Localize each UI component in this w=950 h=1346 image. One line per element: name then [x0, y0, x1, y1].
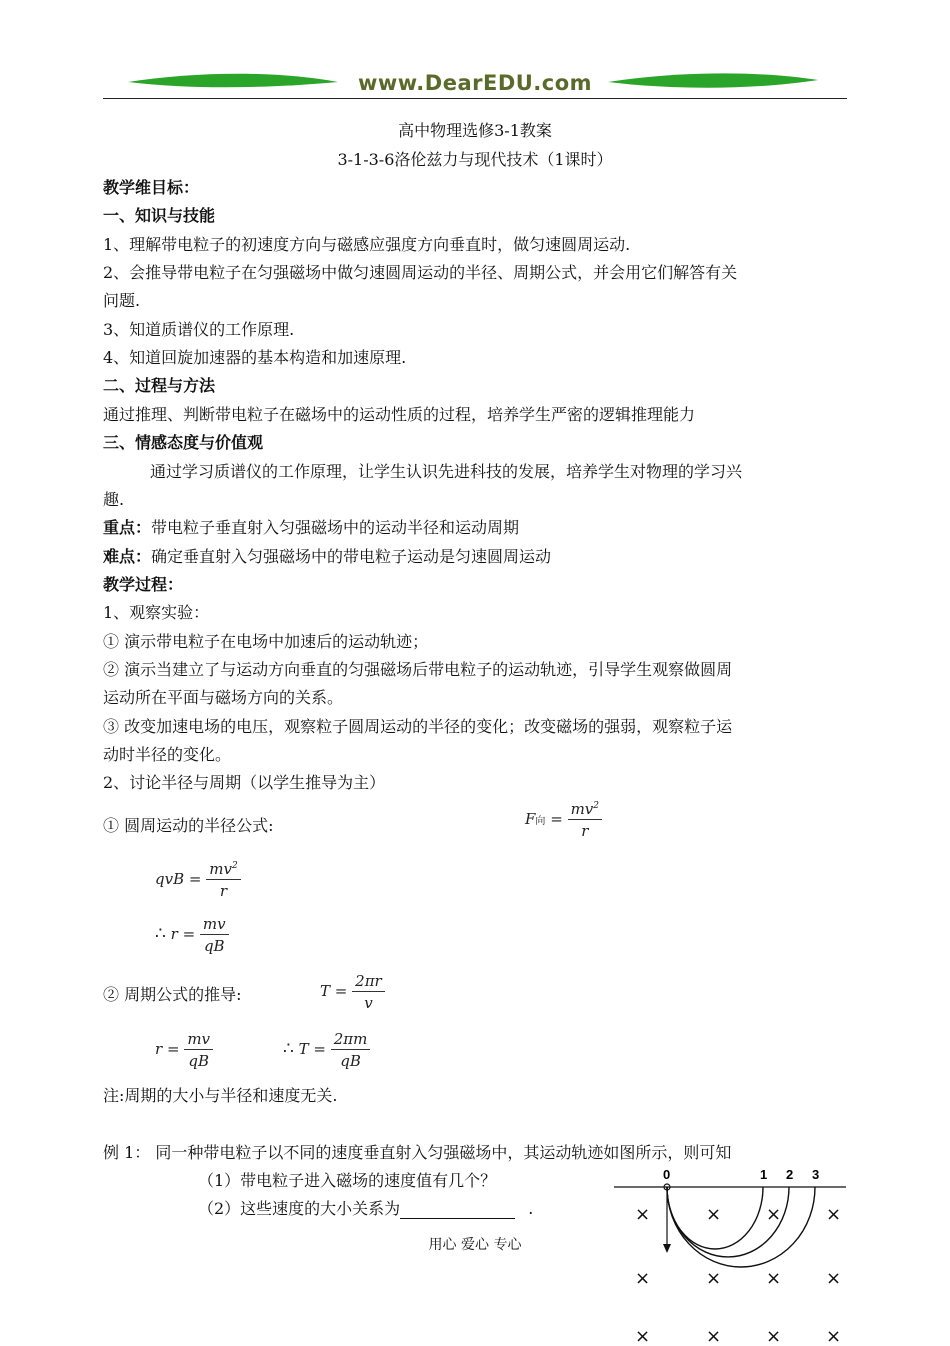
radius-recall-formula: r = $\frac{mv}{qB}$ — [155, 1030, 213, 1070]
field-cross: × — [706, 1268, 722, 1289]
field-cross: × — [706, 1204, 722, 1225]
lesson-title: 3-1-3-6洛伦兹力与现代技术（1课时） — [337, 150, 613, 169]
field-cross: × — [706, 1326, 722, 1342]
site-logo-banner — [103, 68, 847, 102]
field-cross: × — [766, 1204, 782, 1225]
values-text-cont: 趣. — [103, 490, 125, 509]
period-definition-formula: T = $\frac{2\pi r}{v}$ — [320, 972, 385, 1012]
radius-formula-label: ① 圆周运动的半径公式: — [103, 816, 274, 835]
step-1-c-cont: 动时半径的变化。 — [103, 745, 232, 764]
step-1-b-cont: 运动所在平面与磁场方向的关系。 — [103, 688, 344, 707]
goal-item-3: 3、知道质谱仪的工作原理. — [103, 320, 295, 339]
field-cross: × — [635, 1204, 651, 1225]
step-2: 2、讨论半径与周期（以学生推导为主） — [103, 773, 386, 792]
difficult-point-label: 难点： — [103, 547, 152, 566]
lorentz-equation-formula: qvB = $\frac{mv^2}{r}$ — [155, 860, 241, 900]
field-cross: × — [826, 1326, 842, 1342]
figure-label-2: 2 — [786, 1167, 794, 1182]
example-1-question-2: （2）这些速度的大小关系为 . — [198, 1199, 534, 1218]
logo-text[interactable]: www.DearEDU.com — [357, 71, 593, 95]
field-cross: × — [826, 1204, 842, 1225]
period-result-formula: ∴ T = $\frac{2\pi m}{qB}$ — [283, 1030, 370, 1070]
difficult-point — [103, 547, 551, 567]
example-1-question-1: （1）带电粒子进入磁场的速度值有几个？ — [198, 1171, 497, 1190]
section-heading-values: 三、情感态度与价值观 — [103, 433, 264, 452]
step-1: 1、观察实验： — [103, 603, 210, 622]
radius-result-formula: ∴ r = $\frac{mv}{qB}$ — [155, 915, 229, 955]
header-divider — [103, 98, 847, 99]
centripetal-force-formula: F向 = $\frac{mv^2}{r}$ — [525, 800, 602, 840]
step-1-c: ③ 改变加速电场的电压，观察粒子圆周运动的半径的变化；改变磁场的强弱，观察粒子运 — [103, 717, 733, 736]
field-cross: × — [766, 1268, 782, 1289]
goal-item-2-cont: 问题. — [103, 291, 141, 310]
values-text: 通过学习质谱仪的工作原理，让学生认识先进科技的发展，培养学生对物理的学习兴 — [150, 462, 743, 481]
field-cross: × — [635, 1268, 651, 1289]
period-formula-label: ② 周期公式的推导: — [103, 985, 242, 1004]
section-heading-knowledge: 一、知识与技能 — [103, 206, 216, 225]
goal-item-1: 1、理解带电粒子的初速度方向与磁感应强度方向垂直时，做匀速圆周运动. — [103, 235, 631, 254]
step-1-b: ② 演示当建立了与运动方向垂直的匀强磁场后带电粒子的运动轨迹，引导学生观察做圆周 — [103, 660, 733, 679]
figure-label-1: 1 — [760, 1167, 768, 1182]
field-cross: × — [766, 1326, 782, 1342]
step-1-a: ① 演示带电粒子在电场中加速后的运动轨迹； — [103, 632, 429, 651]
process-text: 通过推理、判断带电粒子在磁场中的运动性质的过程，培养学生严密的逻辑推理能力 — [103, 405, 696, 424]
difficult-point-text: 确定垂直射入匀强磁场中的带电粒子运动是匀速圆周运动 — [151, 547, 552, 566]
example-1: 例 1： 同一种带电粒子以不同的速度垂直射入匀强磁场中，其运动轨迹如图所示，则可知 — [103, 1143, 732, 1162]
key-point-text: 带电粒子垂直射入匀强磁场中的运动半径和运动周期 — [151, 518, 520, 537]
goals-heading: 教学维目标： — [103, 178, 200, 197]
answer-blank[interactable] — [400, 1204, 515, 1219]
page-footer: 用心 爱心 专心 — [428, 1237, 522, 1253]
key-point — [103, 518, 519, 538]
field-cross: × — [635, 1326, 651, 1342]
doc-title: 高中物理选修3-1教案 — [398, 121, 552, 140]
period-note: 注:周期的大小与半径和速度无关. — [103, 1086, 338, 1105]
field-cross: × — [826, 1268, 842, 1289]
figure-label-0: 0 — [663, 1167, 671, 1182]
figure-label-3: 3 — [812, 1167, 820, 1182]
goal-item-2: 2、会推导带电粒子在匀强磁场中做匀速圆周运动的半径、周期公式，并会用它们解答有关 — [103, 263, 738, 282]
key-point-label: 重点： — [103, 518, 152, 537]
goal-item-4: 4、知道回旋加速器的基本构造和加速原理. — [103, 348, 407, 367]
teaching-process-heading: 教学过程： — [103, 575, 184, 594]
section-heading-process: 二、过程与方法 — [103, 376, 216, 395]
